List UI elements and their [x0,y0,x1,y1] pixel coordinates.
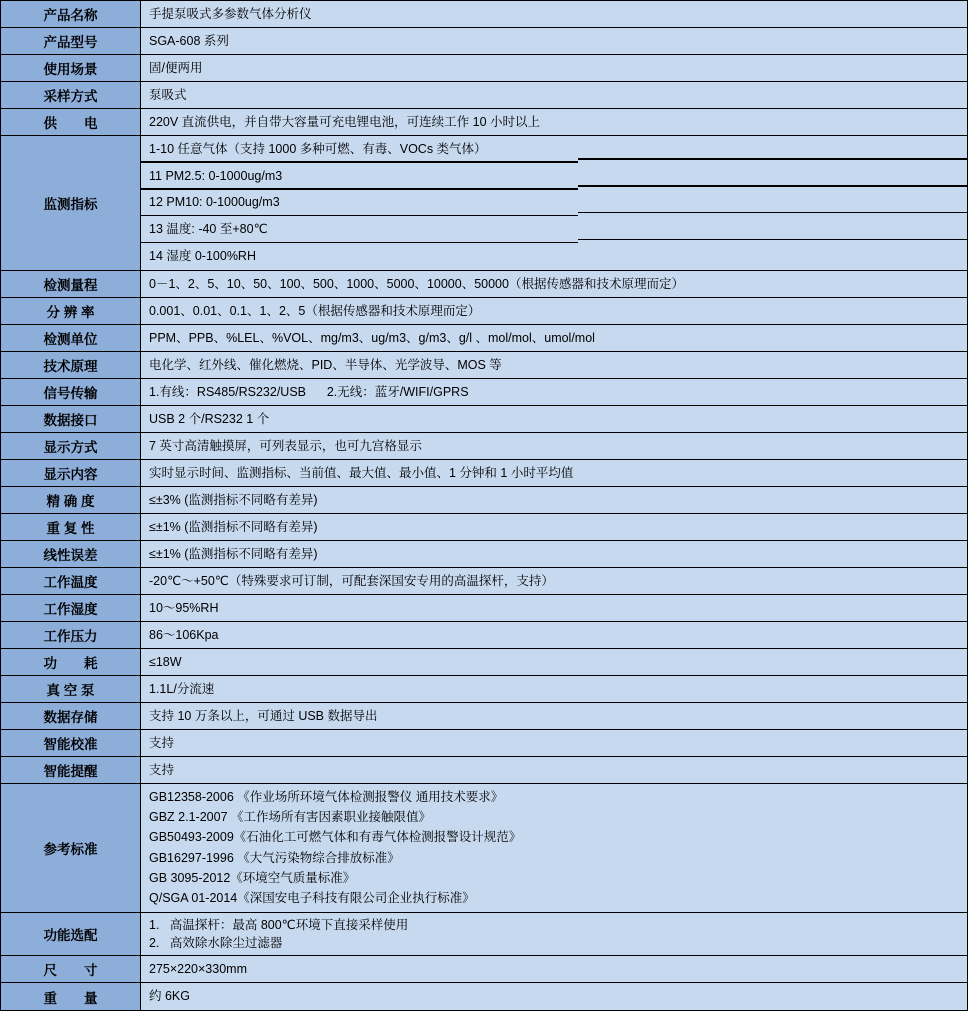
row-value: ≤±3% (监测指标不同略有差异) [149,492,318,507]
row-value-cell [141,622,967,648]
row-value-cell [141,1,967,27]
row-label: 功能选配 [43,928,98,943]
spec-row [1,676,967,703]
sub-row-text: 12 PM10: 0-1000ug/m3 [149,195,280,210]
row-value-cell [141,956,967,982]
sub-row-text: 11 PM2.5: 0-1000ug/m3 [149,168,283,183]
row-label: 工作温度 [43,575,98,590]
row-value: ≤18W [149,654,182,669]
row-label-cell [1,956,141,982]
row-value-cell [141,460,967,486]
row-label-cell [1,595,141,621]
sub-row [141,216,967,243]
row-value-cell [141,595,967,621]
row-label-cell [1,55,141,81]
row-label: 产品名称 [43,8,98,23]
spec-row [1,325,967,352]
row-label-cell [1,622,141,648]
spec-row [1,487,967,514]
spec-row [1,730,967,757]
row-value-cell [141,109,967,135]
row-value-cell [141,568,967,594]
spec-row [1,271,967,298]
row-label-cell [1,983,141,1010]
row-value: PPM、PPB、%LEL、%VOL、mg/m3、ug/m3、g/m3、g/l 、mol/mol、umol/mol [149,330,595,345]
row-label-cell [1,352,141,378]
spec-row [1,55,967,82]
row-label: 真 空 泵 [46,683,95,698]
row-label: 重 量 [43,990,98,1006]
row-label: 数据接口 [43,413,98,428]
row-label: 检测单位 [43,332,98,347]
row-label: 供 电 [43,116,98,131]
row-label-cell [1,487,141,513]
row-value: -20℃～+50℃（特殊要求可订制，可配套深国安专用的高温探杆，支持） [149,573,554,588]
row-value-cell [141,649,967,675]
row-label: 功 耗 [43,656,98,671]
row-label: 监测指标 [43,197,98,212]
sub-row [141,243,967,270]
row-value-cell [141,298,967,324]
divider-right-segment [578,212,967,214]
spec-row [1,956,967,983]
spec-row [1,568,967,595]
value-line: GB 3095-2012《环境空气质量标准》 [149,870,356,885]
row-value-cell [141,757,967,783]
divider-right-segment [578,185,967,187]
sub-row [141,163,967,190]
row-value: ≤±1% (监测指标不同略有差异) [149,519,318,534]
row-value-cell [141,983,967,1010]
row-value-cell [141,487,967,513]
row-label-cell [1,406,141,432]
row-value: SGA-608 系列 [149,33,229,48]
row-label-cell [1,784,141,912]
row-value: 手提泵吸式多参数气体分析仪 [149,6,312,21]
row-label-cell [1,136,141,270]
sub-row [141,190,967,217]
spec-row [1,541,967,568]
row-value-cell [141,352,967,378]
row-value: 支持 10 万条以上，可通过 USB 数据导出 [149,708,378,723]
sub-row-text: 13 温度: -40 至+80℃ [149,222,268,237]
row-value-cell [141,730,967,756]
row-value: 约 6KG [149,989,190,1003]
row-value-cell [141,541,967,567]
row-label: 智能提醒 [43,764,98,779]
spec-row [1,433,967,460]
row-label-cell [1,109,141,135]
spec-row [1,406,967,433]
row-label: 工作湿度 [43,602,98,617]
spec-row [1,379,967,406]
row-label: 参考标准 [43,842,98,857]
spec-row [1,352,967,379]
row-value-cell [141,379,967,405]
row-label: 检测量程 [43,278,98,293]
row-value-cell [141,55,967,81]
row-value: 220V 直流供电，并自带大容量可充电锂电池，可连续工作 10 小时以上 [149,114,541,129]
row-label-cell [1,514,141,540]
row-value: ≤±1% (监测指标不同略有差异) [149,546,318,561]
row-value: 实时显示时间、监测指标、当前值、最大值、最小值、1 分钟和 1 小时平均值 [149,465,574,480]
row-value: 支持 [149,735,175,750]
spec-row [1,109,967,136]
row-label-cell [1,541,141,567]
row-value: 275×220×330mm [149,961,247,976]
row-label: 数据存储 [43,710,98,725]
value-line: GB50493-2009《石油化工可燃气体和有毒气体检测报警设计规范》 [149,830,522,845]
row-value-cell [141,514,967,540]
row-label-cell [1,271,141,297]
row-label: 智能校准 [43,737,98,752]
row-label: 采样方式 [43,89,98,104]
row-value: 1.有线：RS485/RS232/USB 2.无线：蓝牙/WIFI/GPRS [149,384,469,399]
row-label: 重 复 性 [46,521,95,536]
row-value: 0.001、0.01、0.1、1、2、5（根据传感器和技术原理而定） [149,303,481,318]
row-label: 工作压力 [43,629,98,644]
value-line: Q/SGA 01-2014《深国安电子科技有限公司企业执行标准》 [149,891,475,906]
row-label-cell [1,28,141,54]
sub-row-text: 14 湿度 0-100%RH [149,249,256,264]
row-label-cell [1,649,141,675]
row-label-cell [1,568,141,594]
row-label-cell [1,1,141,27]
divider-right-segment [578,158,967,160]
row-label-cell [1,379,141,405]
spec-row [1,298,967,325]
row-value: 10～95%RH [149,600,219,615]
row-value: USB 2 个/RS232 1 个 [149,411,270,426]
spec-row [1,82,967,109]
row-label-cell [1,913,141,955]
spec-row [1,622,967,649]
row-label: 技术原理 [43,359,98,374]
row-value-cell [141,406,967,432]
row-label: 显示方式 [43,440,98,455]
row-value: 固/便两用 [149,60,203,75]
value-line: 1. 高温探杆：最高 800℃环境下直接采样使用 [149,917,409,932]
spec-row [1,514,967,541]
spec-row [1,460,967,487]
value-line: GB12358-2006 《作业场所环境气体检测报警仪 通用技术要求》 [149,789,504,804]
row-value: 泵吸式 [149,87,187,102]
row-label: 尺 寸 [43,963,98,978]
row-label-cell [1,703,141,729]
spec-row [1,757,967,784]
row-value-cell [141,676,967,702]
row-label-cell [1,676,141,702]
spec-row [1,703,967,730]
row-label: 产品型号 [43,35,98,50]
spec-row [1,784,967,913]
row-label: 显示内容 [43,467,98,482]
spec-row [1,136,967,271]
value-line: 2. 高效除水除尘过滤器 [149,935,283,950]
spec-row [1,913,967,956]
row-value: 支持 [149,762,175,777]
row-value-cell [141,82,967,108]
spec-row [1,28,967,55]
spec-row [1,983,967,1010]
row-label: 线性误差 [43,548,98,563]
spec-row [1,1,967,28]
row-value: 86～106Kpa [149,627,219,642]
spec-row [1,595,967,622]
row-value-cell [141,913,967,955]
row-value: 0－1、2、5、10、50、100、500、1000、5000、10000、50000（根据传感器和技术原理而定） [149,276,684,291]
row-label-cell [1,433,141,459]
spec-row [1,649,967,676]
row-value-cell [141,136,967,270]
row-label-cell [1,298,141,324]
row-value-cell [141,28,967,54]
row-label-cell [1,82,141,108]
row-label-cell [1,460,141,486]
row-label: 使用场景 [43,62,98,77]
row-value: 7 英寸高清触摸屏，可列表显示，也可九宫格显示 [149,438,422,453]
row-value: 1.1L/分流速 [149,681,215,696]
divider-right-segment [578,239,967,241]
row-label-cell [1,730,141,756]
value-line: GB16297-1996 《大气污染物综合排放标准》 [149,850,400,865]
sub-row [141,136,967,163]
value-line: GBZ 2.1-2007 《工作场所有害因素职业接触限值》 [149,809,431,824]
row-label-cell [1,325,141,351]
sub-row-text: 1-10 任意气体（支持 1000 多种可燃、有毒、VOCs 类气体） [149,141,487,156]
row-label: 分 辨 率 [46,305,95,320]
row-value-cell [141,703,967,729]
row-value-cell [141,784,967,912]
row-value-cell [141,433,967,459]
row-label-cell [1,757,141,783]
row-value: 电化学、红外线、催化燃烧、PID、半导体、光学波导、MOS 等 [149,357,502,372]
row-value-cell [141,271,967,297]
row-label: 精 确 度 [46,494,95,509]
row-label: 信号传输 [43,386,98,401]
row-value-cell [141,325,967,351]
